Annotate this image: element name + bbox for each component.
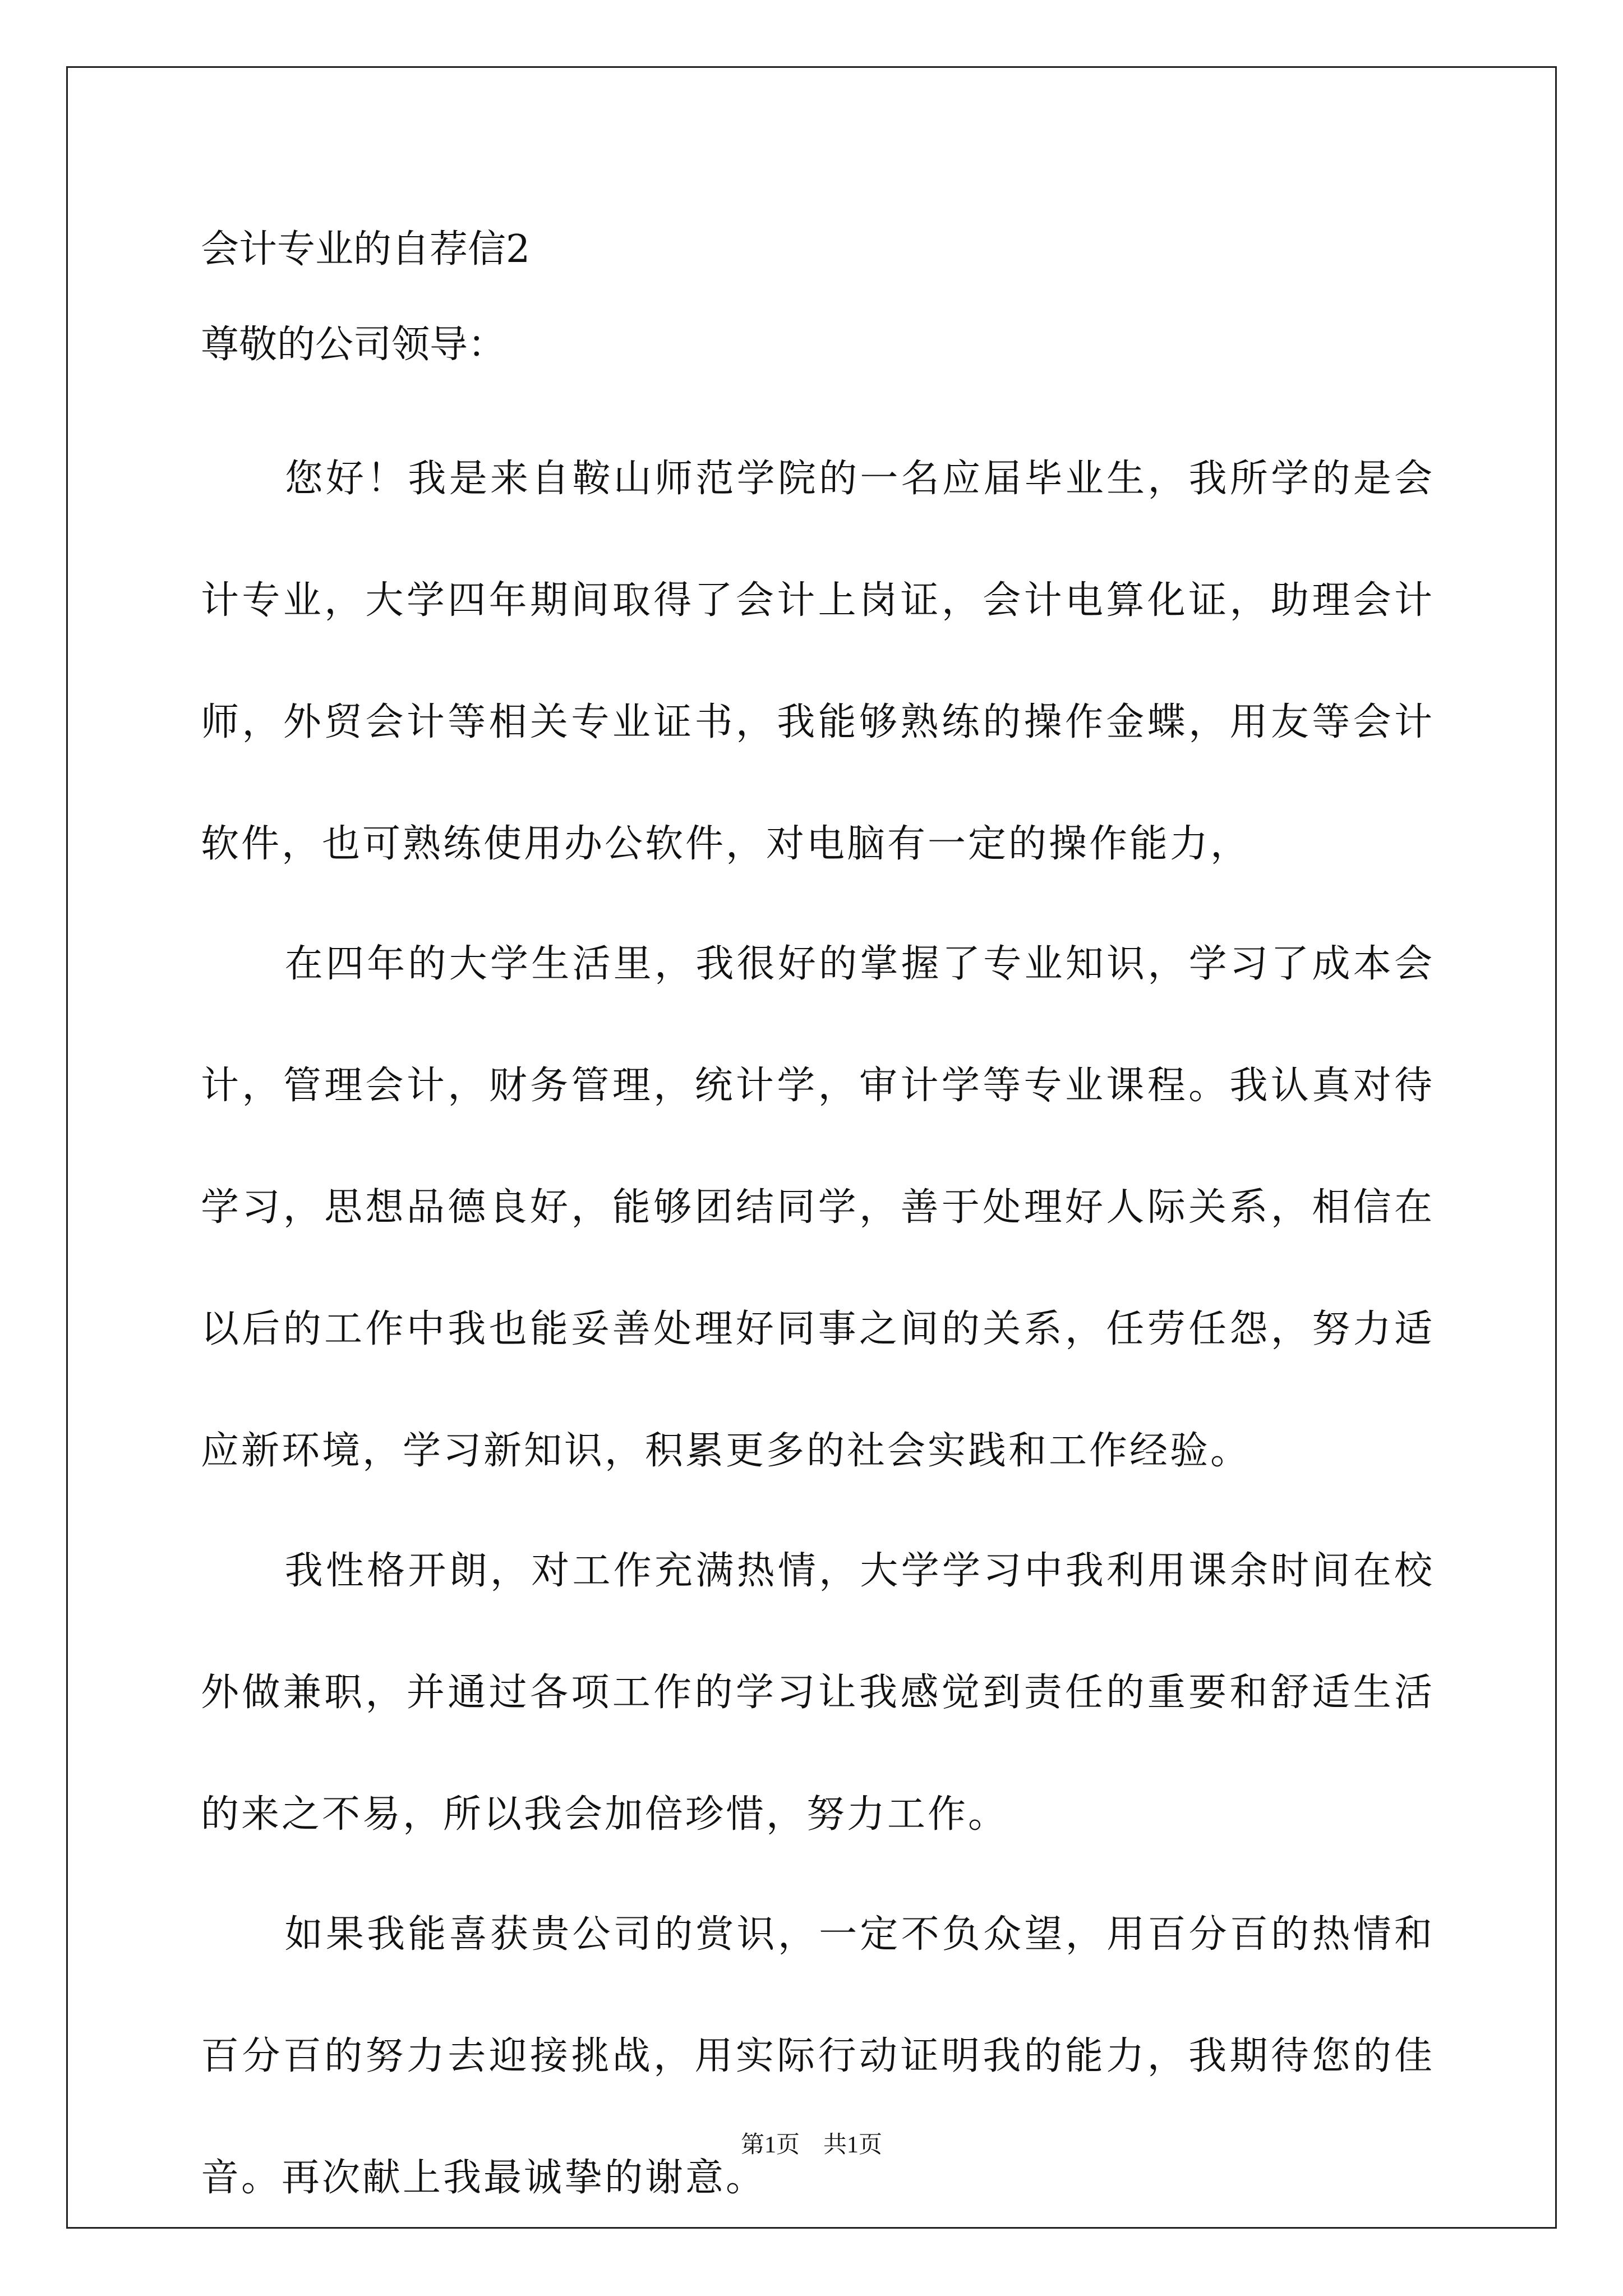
letter-title: 会计专业的自荐信2 [201, 227, 531, 272]
paragraph-personality: 我性格开朗，对工作充满热情，大学学习中我利用课余时间在校外做兼职，并通过各项工作的学习让我感觉到责任的重要和舒适生活的来之不易，所以我会加倍珍惜，努力工作。 [201, 1549, 1435, 1837]
paragraph-education: 在四年的大学生活里，我很好的掌握了专业知识，学习了成本会计，管理会计，财务管理，统计学，审计学等专业课程。我认真对待学习，思想品德良好，能够团结同学，善于处理好人际关系，相信在以后的工作中我也能妥善处理好同事之间的关系，任劳任怨，努力适应新环境，学习新知识，积累更多的社会实践和工作经验。 [201, 942, 1435, 1473]
paragraph-closing: 如果我能喜获贵公司的赏识，一定不负众望，用百分百的热情和百分百的努力去迎接挑战，用实际行动证明我的能力，我期待您的佳音。再次献上我最诚挚的谢意。 [201, 1912, 1435, 2200]
paragraph-introduction: 您好！我是来自鞍山师范学院的一名应届毕业生，我所学的是会计专业，大学四年期间取得了会计上岗证，会计电算化证，助理会计师，外贸会计等相关专业证书，我能够熟练的操作金蝶，用友等会计软件，也可熟练使用办公软件，对电脑有一定的操作能力， [201, 457, 1435, 866]
page-footer: 第1页 共1页 [740, 2132, 882, 2158]
letter-body [201, 202, 1435, 2237]
salutation: 尊敬的公司领导： [201, 323, 506, 367]
